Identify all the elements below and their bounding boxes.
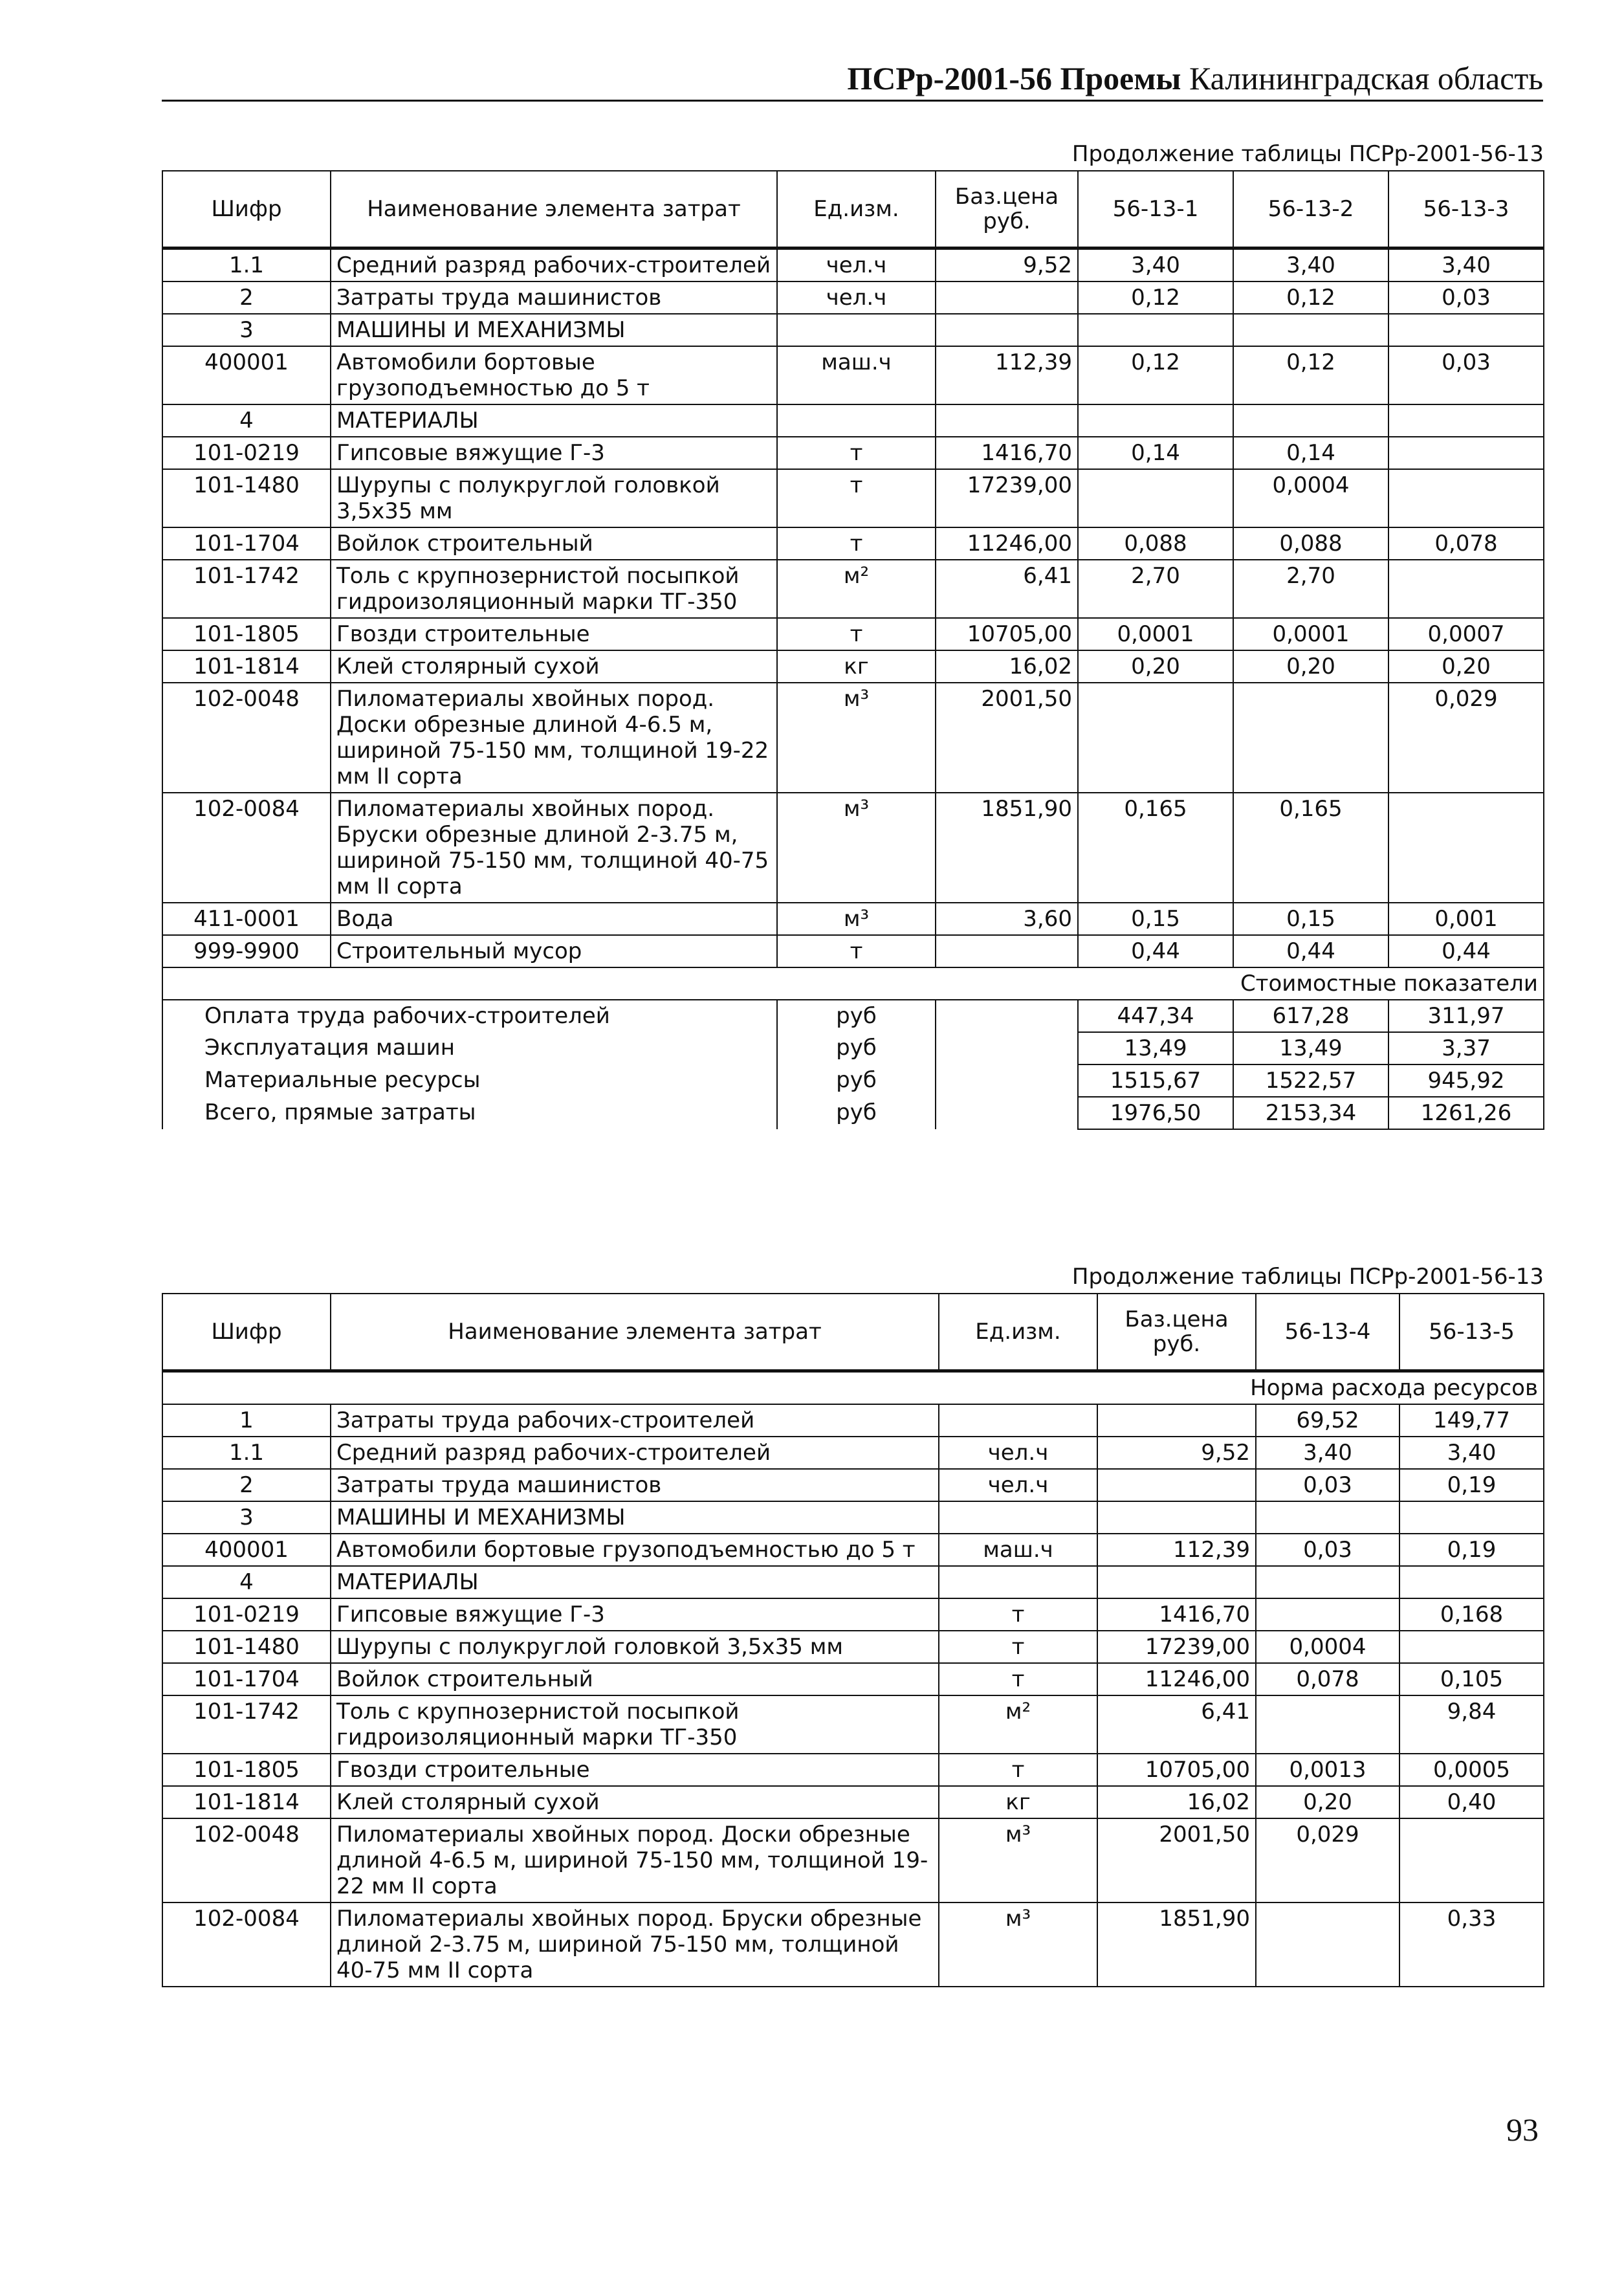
- resource-name: Толь с крупнозернистой посыпкой гидроизоляционный марки ТГ-350: [331, 1695, 939, 1754]
- column-header: Ед.изм.: [939, 1294, 1097, 1371]
- unit: т: [777, 437, 936, 469]
- resource-name: Пиломатериалы хвойных пород. Доски обрезные длиной 4-6.5 м, шириной 75-150 мм, толщиной 19-22 мм II сорта: [331, 1818, 939, 1902]
- unit: м³: [939, 1818, 1097, 1902]
- base-price: 1851,90: [1097, 1902, 1256, 1987]
- total-unit: руб: [777, 1000, 936, 1032]
- column-header: Ед.изм.: [777, 171, 936, 248]
- column-header: 56-13-5: [1399, 1294, 1544, 1371]
- base-price: 16,02: [1097, 1786, 1256, 1818]
- base-price: 16,02: [936, 650, 1078, 683]
- resource-name: Клей столярный сухой: [331, 1786, 939, 1818]
- table-row: [162, 793, 1544, 903]
- total-unit: руб: [777, 1032, 936, 1064]
- unit: кг: [939, 1786, 1097, 1818]
- resource-code: 2: [162, 281, 331, 314]
- norm-value: 0,168: [1399, 1598, 1544, 1631]
- resource-code: 102-0084: [162, 1902, 331, 1987]
- base-price: 2001,50: [1097, 1818, 1256, 1902]
- column-header: Шифр: [162, 171, 331, 248]
- norm-value: 0,44: [1078, 935, 1233, 967]
- base-price: 6,41: [936, 560, 1078, 618]
- norm-value: 0,0001: [1233, 618, 1388, 650]
- page-header: [162, 60, 1543, 102]
- resource-code: 101-1805: [162, 1754, 331, 1786]
- norm-value: 0,165: [1078, 793, 1233, 903]
- resource-name: Средний разряд рабочих-строителей: [331, 248, 777, 282]
- total-row: [162, 1032, 1544, 1064]
- document-code: ПСРр-2001-56 Проемы: [847, 60, 1181, 96]
- norm-value: 0,029: [1388, 683, 1544, 793]
- norm-value: 0,33: [1399, 1902, 1544, 1987]
- total-row: [162, 1000, 1544, 1032]
- norm-value: [1256, 1695, 1399, 1754]
- norm-value: [1078, 469, 1233, 527]
- resource-code: 101-1814: [162, 650, 331, 683]
- resource-code: 101-1742: [162, 1695, 331, 1754]
- empty-cell: [936, 1097, 1078, 1129]
- norm-banner-row: [162, 1371, 1544, 1405]
- resource-code: 999-9900: [162, 935, 331, 967]
- empty-cell: [939, 1501, 1097, 1534]
- unit: чел.ч: [777, 248, 936, 282]
- resource-code: 400001: [162, 1534, 331, 1566]
- resource-code: 1.1: [162, 1437, 331, 1469]
- norm-value: 0,078: [1256, 1663, 1399, 1695]
- resource-name: Гипсовые вяжущие Г-3: [331, 1598, 939, 1631]
- norm-value: 0,078: [1388, 527, 1544, 560]
- resource-name: Затраты труда машинистов: [331, 281, 777, 314]
- unit: чел.ч: [939, 1469, 1097, 1501]
- resource-name: Автомобили бортовые грузоподъемностью до 5 т: [331, 346, 777, 404]
- total-value: 1976,50: [1078, 1097, 1233, 1129]
- resource-name: Клей столярный сухой: [331, 650, 777, 683]
- table-row: [162, 1437, 1544, 1469]
- norm-value: 0,03: [1388, 346, 1544, 404]
- empty-cell: [1233, 404, 1388, 437]
- base-price: 3,60: [936, 903, 1078, 935]
- unit: т: [939, 1598, 1097, 1631]
- empty-cell: [1097, 1501, 1256, 1534]
- norm-value: 0,19: [1399, 1469, 1544, 1501]
- unit: т: [777, 935, 936, 967]
- section-row: [162, 1501, 1544, 1534]
- total-value: 617,28: [1233, 1000, 1388, 1032]
- resource-code: 101-1704: [162, 527, 331, 560]
- empty-cell: [1097, 1566, 1256, 1598]
- table-row: [162, 1404, 1544, 1437]
- table-row: [162, 1818, 1544, 1902]
- base-price: 10705,00: [936, 618, 1078, 650]
- empty-cell: [1388, 314, 1544, 346]
- norm-value: [1256, 1902, 1399, 1987]
- norm-value: 3,40: [1256, 1437, 1399, 1469]
- empty-cell: [1399, 1566, 1544, 1598]
- total-label: Всего, прямые затраты: [162, 1097, 777, 1129]
- table-row: [162, 683, 1544, 793]
- table-row: [162, 903, 1544, 935]
- base-price: 1851,90: [936, 793, 1078, 903]
- resource-name: Толь с крупнозернистой посыпкой гидроизоляционный марки ТГ-350: [331, 560, 777, 618]
- norm-value: 0,40: [1399, 1786, 1544, 1818]
- resource-table-2: [162, 1293, 1544, 1987]
- norm-value: 0,105: [1399, 1663, 1544, 1695]
- base-price: 9,52: [1097, 1437, 1256, 1469]
- total-row: [162, 1064, 1544, 1097]
- unit: чел.ч: [939, 1437, 1097, 1469]
- total-value: 2153,34: [1233, 1097, 1388, 1129]
- table-row: [162, 1663, 1544, 1695]
- total-label: Материальные ресурсы: [162, 1064, 777, 1097]
- table-row: [162, 1786, 1544, 1818]
- empty-cell: [1078, 404, 1233, 437]
- cost-banner-row: [162, 967, 1544, 1000]
- total-unit: руб: [777, 1097, 936, 1129]
- section-title: МАШИНЫ И МЕХАНИЗМЫ: [331, 314, 777, 346]
- section-title: МАТЕРИАЛЫ: [331, 1566, 939, 1598]
- table-row: [162, 469, 1544, 527]
- resource-code: 411-0001: [162, 903, 331, 935]
- base-price: [936, 281, 1078, 314]
- resource-code: 1: [162, 1404, 331, 1437]
- resource-code: 101-0219: [162, 1598, 331, 1631]
- norm-value: [1256, 1598, 1399, 1631]
- total-label: Эксплуатация машин: [162, 1032, 777, 1064]
- total-unit: руб: [777, 1064, 936, 1097]
- base-price: 2001,50: [936, 683, 1078, 793]
- column-header: Баз.цена руб.: [936, 171, 1078, 248]
- norm-value: 0,0005: [1399, 1754, 1544, 1786]
- unit: м³: [777, 793, 936, 903]
- section-row: [162, 404, 1544, 437]
- column-header: 56-13-3: [1388, 171, 1544, 248]
- resource-name: Гвозди строительные: [331, 1754, 939, 1786]
- resource-code: 1.1: [162, 248, 331, 282]
- norm-value: 3,40: [1078, 248, 1233, 282]
- cost-banner: Стоимостные показатели: [162, 967, 1544, 1000]
- column-header: 56-13-2: [1233, 171, 1388, 248]
- total-label: Оплата труда рабочих-строителей: [162, 1000, 777, 1032]
- norm-value: 0,14: [1233, 437, 1388, 469]
- norm-value: 0,12: [1078, 281, 1233, 314]
- table-row: [162, 437, 1544, 469]
- unit: м³: [777, 683, 936, 793]
- table-row: [162, 1695, 1544, 1754]
- norm-value: 3,40: [1233, 248, 1388, 282]
- resource-code: 400001: [162, 346, 331, 404]
- norm-value: [1388, 437, 1544, 469]
- column-header: 56-13-4: [1256, 1294, 1399, 1371]
- base-price: [936, 935, 1078, 967]
- section-row: [162, 314, 1544, 346]
- table2-continuation-label: Продолжение таблицы ПСРр-2001-56-13: [1071, 1264, 1544, 1290]
- norm-banner: Норма расхода ресурсов: [162, 1371, 1544, 1405]
- section-code: 3: [162, 314, 331, 346]
- norm-value: 0,165: [1233, 793, 1388, 903]
- page-number: 93: [1506, 2112, 1539, 2148]
- table-row: [162, 935, 1544, 967]
- resource-name: Пиломатериалы хвойных пород. Доски обрезные длиной 4-6.5 м, шириной 75-150 мм, толщиной 19-22 мм II сорта: [331, 683, 777, 793]
- norm-value: 0,0013: [1256, 1754, 1399, 1786]
- unit: т: [777, 527, 936, 560]
- column-header: Наименование элемента затрат: [331, 171, 777, 248]
- section-code: 3: [162, 1501, 331, 1534]
- base-price: 1416,70: [1097, 1598, 1256, 1631]
- norm-value: 2,70: [1233, 560, 1388, 618]
- resource-name: Средний разряд рабочих-строителей: [331, 1437, 939, 1469]
- unit: т: [939, 1754, 1097, 1786]
- unit: [939, 1404, 1097, 1437]
- norm-value: 0,0004: [1233, 469, 1388, 527]
- norm-value: 0,44: [1233, 935, 1388, 967]
- norm-value: 0,20: [1388, 650, 1544, 683]
- unit: т: [777, 618, 936, 650]
- table-row: [162, 1754, 1544, 1786]
- empty-cell: [936, 314, 1078, 346]
- resource-table-1: [162, 170, 1544, 1130]
- norm-value: 69,52: [1256, 1404, 1399, 1437]
- total-value: 945,92: [1388, 1064, 1544, 1097]
- unit: м²: [939, 1695, 1097, 1754]
- section-code: 4: [162, 404, 331, 437]
- base-price: [1097, 1404, 1256, 1437]
- empty-cell: [936, 404, 1078, 437]
- resource-code: 102-0084: [162, 793, 331, 903]
- total-row: [162, 1097, 1544, 1129]
- resource-code: 102-0048: [162, 1818, 331, 1902]
- empty-cell: [936, 1064, 1078, 1097]
- base-price: 9,52: [936, 248, 1078, 282]
- table1-continuation-label: Продолжение таблицы ПСРр-2001-56-13: [1071, 141, 1544, 167]
- resource-name: Войлок строительный: [331, 527, 777, 560]
- base-price: [1097, 1469, 1256, 1501]
- base-price: 10705,00: [1097, 1754, 1256, 1786]
- total-value: 13,49: [1233, 1032, 1388, 1064]
- resource-name: Вода: [331, 903, 777, 935]
- table-row: [162, 527, 1544, 560]
- unit: чел.ч: [777, 281, 936, 314]
- total-value: 3,37: [1388, 1032, 1544, 1064]
- column-header: Баз.цена руб.: [1097, 1294, 1256, 1371]
- base-price: 1416,70: [936, 437, 1078, 469]
- empty-cell: [777, 314, 936, 346]
- table-row: [162, 650, 1544, 683]
- norm-value: 0,44: [1388, 935, 1544, 967]
- empty-cell: [1078, 314, 1233, 346]
- resource-code: 101-1704: [162, 1663, 331, 1695]
- unit: кг: [777, 650, 936, 683]
- norm-value: 0,14: [1078, 437, 1233, 469]
- norm-value: 3,40: [1399, 1437, 1544, 1469]
- resource-code: 101-0219: [162, 437, 331, 469]
- norm-value: 0,20: [1078, 650, 1233, 683]
- section-title: МАТЕРИАЛЫ: [331, 404, 777, 437]
- total-value: 1522,57: [1233, 1064, 1388, 1097]
- section-row: [162, 1566, 1544, 1598]
- norm-value: 0,19: [1399, 1534, 1544, 1566]
- resource-code: 101-1814: [162, 1786, 331, 1818]
- table-row: [162, 1631, 1544, 1663]
- norm-value: [1233, 683, 1388, 793]
- empty-cell: [1233, 314, 1388, 346]
- empty-cell: [939, 1566, 1097, 1598]
- empty-cell: [777, 404, 936, 437]
- table-row: [162, 1902, 1544, 1987]
- column-header: Шифр: [162, 1294, 331, 1371]
- norm-value: 0,088: [1078, 527, 1233, 560]
- norm-value: [1388, 560, 1544, 618]
- unit: маш.ч: [939, 1534, 1097, 1566]
- column-header: Наименование элемента затрат: [331, 1294, 939, 1371]
- section-title: МАШИНЫ И МЕХАНИЗМЫ: [331, 1501, 939, 1534]
- norm-value: 9,84: [1399, 1695, 1544, 1754]
- base-price: 17239,00: [936, 469, 1078, 527]
- unit: м³: [777, 903, 936, 935]
- unit: м³: [939, 1902, 1097, 1987]
- norm-value: 0,0007: [1388, 618, 1544, 650]
- table2-header-row: [162, 1294, 1544, 1371]
- norm-value: 0,088: [1233, 527, 1388, 560]
- resource-code: 101-1805: [162, 618, 331, 650]
- empty-cell: [1388, 404, 1544, 437]
- resource-name: Войлок строительный: [331, 1663, 939, 1695]
- norm-value: 0,15: [1078, 903, 1233, 935]
- resource-name: Пиломатериалы хвойных пород. Бруски обрезные длиной 2-3.75 м, шириной 75-150 мм, толщиной 40-75 мм II сорта: [331, 793, 777, 903]
- resource-name: Пиломатериалы хвойных пород. Бруски обрезные длиной 2-3.75 м, шириной 75-150 мм, толщиной 40-75 мм II сорта: [331, 1902, 939, 1987]
- empty-cell: [1256, 1566, 1399, 1598]
- total-value: 447,34: [1078, 1000, 1233, 1032]
- total-value: 13,49: [1078, 1032, 1233, 1064]
- base-price: 112,39: [1097, 1534, 1256, 1566]
- norm-value: 0,12: [1233, 281, 1388, 314]
- region-name: Калининградская область: [1189, 60, 1543, 96]
- resource-code: 2: [162, 1469, 331, 1501]
- norm-value: 3,40: [1388, 248, 1544, 282]
- norm-value: 0,029: [1256, 1818, 1399, 1902]
- total-value: 1515,67: [1078, 1064, 1233, 1097]
- norm-value: 0,15: [1233, 903, 1388, 935]
- resource-code: 101-1480: [162, 469, 331, 527]
- base-price: 11246,00: [936, 527, 1078, 560]
- unit: т: [939, 1631, 1097, 1663]
- resource-name: Строительный мусор: [331, 935, 777, 967]
- base-price: 112,39: [936, 346, 1078, 404]
- table-row: [162, 1598, 1544, 1631]
- norm-value: 0,0001: [1078, 618, 1233, 650]
- base-price: 17239,00: [1097, 1631, 1256, 1663]
- resource-name: Автомобили бортовые грузоподъемностью до 5 т: [331, 1534, 939, 1566]
- norm-value: [1388, 469, 1544, 527]
- table-row: [162, 346, 1544, 404]
- norm-value: 0,20: [1233, 650, 1388, 683]
- empty-cell: [1399, 1501, 1544, 1534]
- norm-value: 0,03: [1388, 281, 1544, 314]
- resource-name: Гвозди строительные: [331, 618, 777, 650]
- norm-value: 0,0004: [1256, 1631, 1399, 1663]
- table-row: [162, 560, 1544, 618]
- table-row: [162, 1469, 1544, 1501]
- empty-cell: [936, 1032, 1078, 1064]
- norm-value: 2,70: [1078, 560, 1233, 618]
- norm-value: 0,03: [1256, 1534, 1399, 1566]
- table-row: [162, 1534, 1544, 1566]
- norm-value: 0,20: [1256, 1786, 1399, 1818]
- norm-value: [1399, 1631, 1544, 1663]
- norm-value: 0,12: [1233, 346, 1388, 404]
- resource-name: Затраты труда рабочих-строителей: [331, 1404, 939, 1437]
- unit: т: [939, 1663, 1097, 1695]
- base-price: 6,41: [1097, 1695, 1256, 1754]
- resource-code: 101-1480: [162, 1631, 331, 1663]
- resource-name: Гипсовые вяжущие Г-3: [331, 437, 777, 469]
- table-row: [162, 248, 1544, 282]
- table1-header-row: [162, 171, 1544, 248]
- resource-name: Затраты труда машинистов: [331, 1469, 939, 1501]
- column-header: 56-13-1: [1078, 171, 1233, 248]
- unit: т: [777, 469, 936, 527]
- section-code: 4: [162, 1566, 331, 1598]
- table-row: [162, 618, 1544, 650]
- table-row: [162, 281, 1544, 314]
- resource-name: Шурупы с полукруглой головкой 3,5х35 мм: [331, 469, 777, 527]
- total-value: 1261,26: [1388, 1097, 1544, 1129]
- resource-code: 101-1742: [162, 560, 331, 618]
- norm-value: [1388, 793, 1544, 903]
- norm-value: [1078, 683, 1233, 793]
- total-value: 311,97: [1388, 1000, 1544, 1032]
- norm-value: 149,77: [1399, 1404, 1544, 1437]
- norm-value: 0,001: [1388, 903, 1544, 935]
- unit: м²: [777, 560, 936, 618]
- base-price: 11246,00: [1097, 1663, 1256, 1695]
- norm-value: [1399, 1818, 1544, 1902]
- norm-value: 0,12: [1078, 346, 1233, 404]
- norm-value: 0,03: [1256, 1469, 1399, 1501]
- unit: маш.ч: [777, 346, 936, 404]
- empty-cell: [1256, 1501, 1399, 1534]
- resource-name: Шурупы с полукруглой головкой 3,5х35 мм: [331, 1631, 939, 1663]
- resource-code: 102-0048: [162, 683, 331, 793]
- empty-cell: [936, 1000, 1078, 1032]
